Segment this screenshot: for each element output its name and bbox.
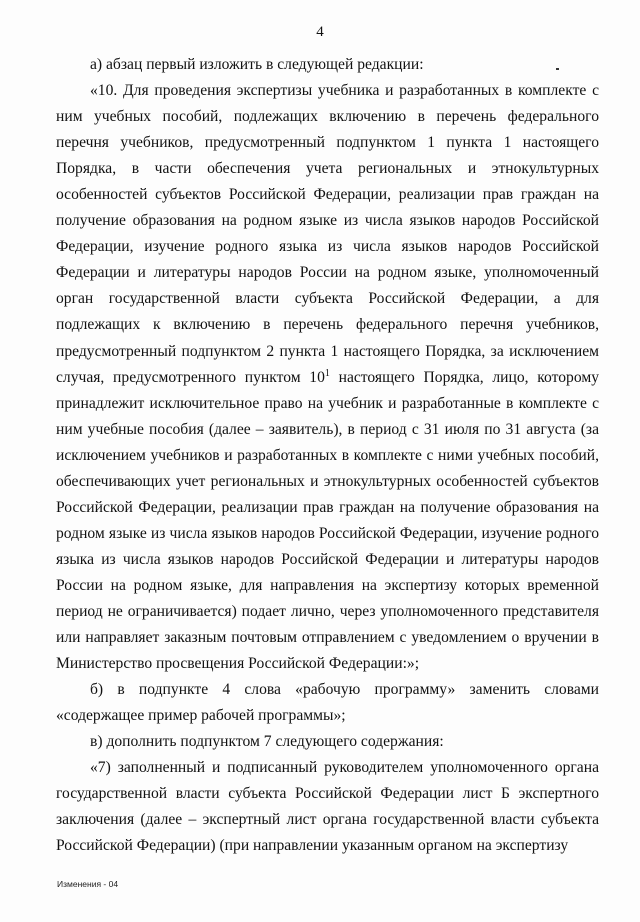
document-body — [56, 52, 599, 859]
paragraph-v: в) дополнить подпунктом 7 следующего содержания: — [90, 733, 444, 751]
paragraph-7: «7) заполненный и подписанный руководителем уполномоченного органа государственной власти субъекта Российской Федерации лист Б экспертного заключения (далее – экспертный лист органа государственной власти субъекта Российской Федерации) (при направлении указанным органом на экспертизу — [56, 759, 599, 855]
paragraph-b: б) в подпункте 4 слова «рабочую программу» заменить словами «содержащее пример рабочей программы»; — [56, 681, 599, 725]
paragraph-10-text-start: «10. Для проведения экспертизы учебника и разработанных в комплекте с ним учебных пособий, подлежащих включению в перечень федерального перечня учебников, предусмотренный подпунктом 1 пункта 1 настоящего Порядка, в части обеспечения учета региональных и этнокультурных особенностей субъектов Российской Федерации, реализации прав граждан на получение образования на родном языке из числа языков народов Российской Федерации, изучение родного языка из числа языков народов Российской Федерации и литературы народов России на родном языке, уполномоченный орган государственной власти субъекта Российской Федерации, а для подлежащих к включению в перечень федерального перечня учебников, предусмотренный подпунктом 2 пункта 1 настоящего Порядка, за исключением случая, предусмотренного пунктом 10 — [56, 82, 599, 386]
paragraph-10 — [56, 78, 599, 677]
paragraph-a: а) абзац первый изложить в следующей редакции: — [90, 56, 424, 73]
paragraph-10-text-end: настоящего Порядка, лицо, которому принадлежит исключительное право на учебник и разработанные в комплекте с ним учебные пособия (далее – заявитель), в период с 31 июля по 31 августа (за исключением учебников и разработанных в комплекте с ними учебных пособий, обеспечивающих учет региональных и этнокультурных особенностей субъектов Российской Федерации, реализации прав граждан на получение образования на родном языке из числа языков народов Российской Федерации, изучение родного языка из числа языков народов Российской Федерации и литературы народов России на родном языке, для направления на экспертизу которых временной период не ограничивается) подает лично, через уполномоченного представителя или направляет заказным почтовым отправлением с уведомлением о вручении в Министерство просвещения Российской Федерации:»; — [56, 368, 600, 673]
page-number: 4 — [316, 24, 324, 40]
page-footer: Изменения - 04 — [57, 879, 119, 889]
superscript-1: 1 — [324, 367, 330, 379]
